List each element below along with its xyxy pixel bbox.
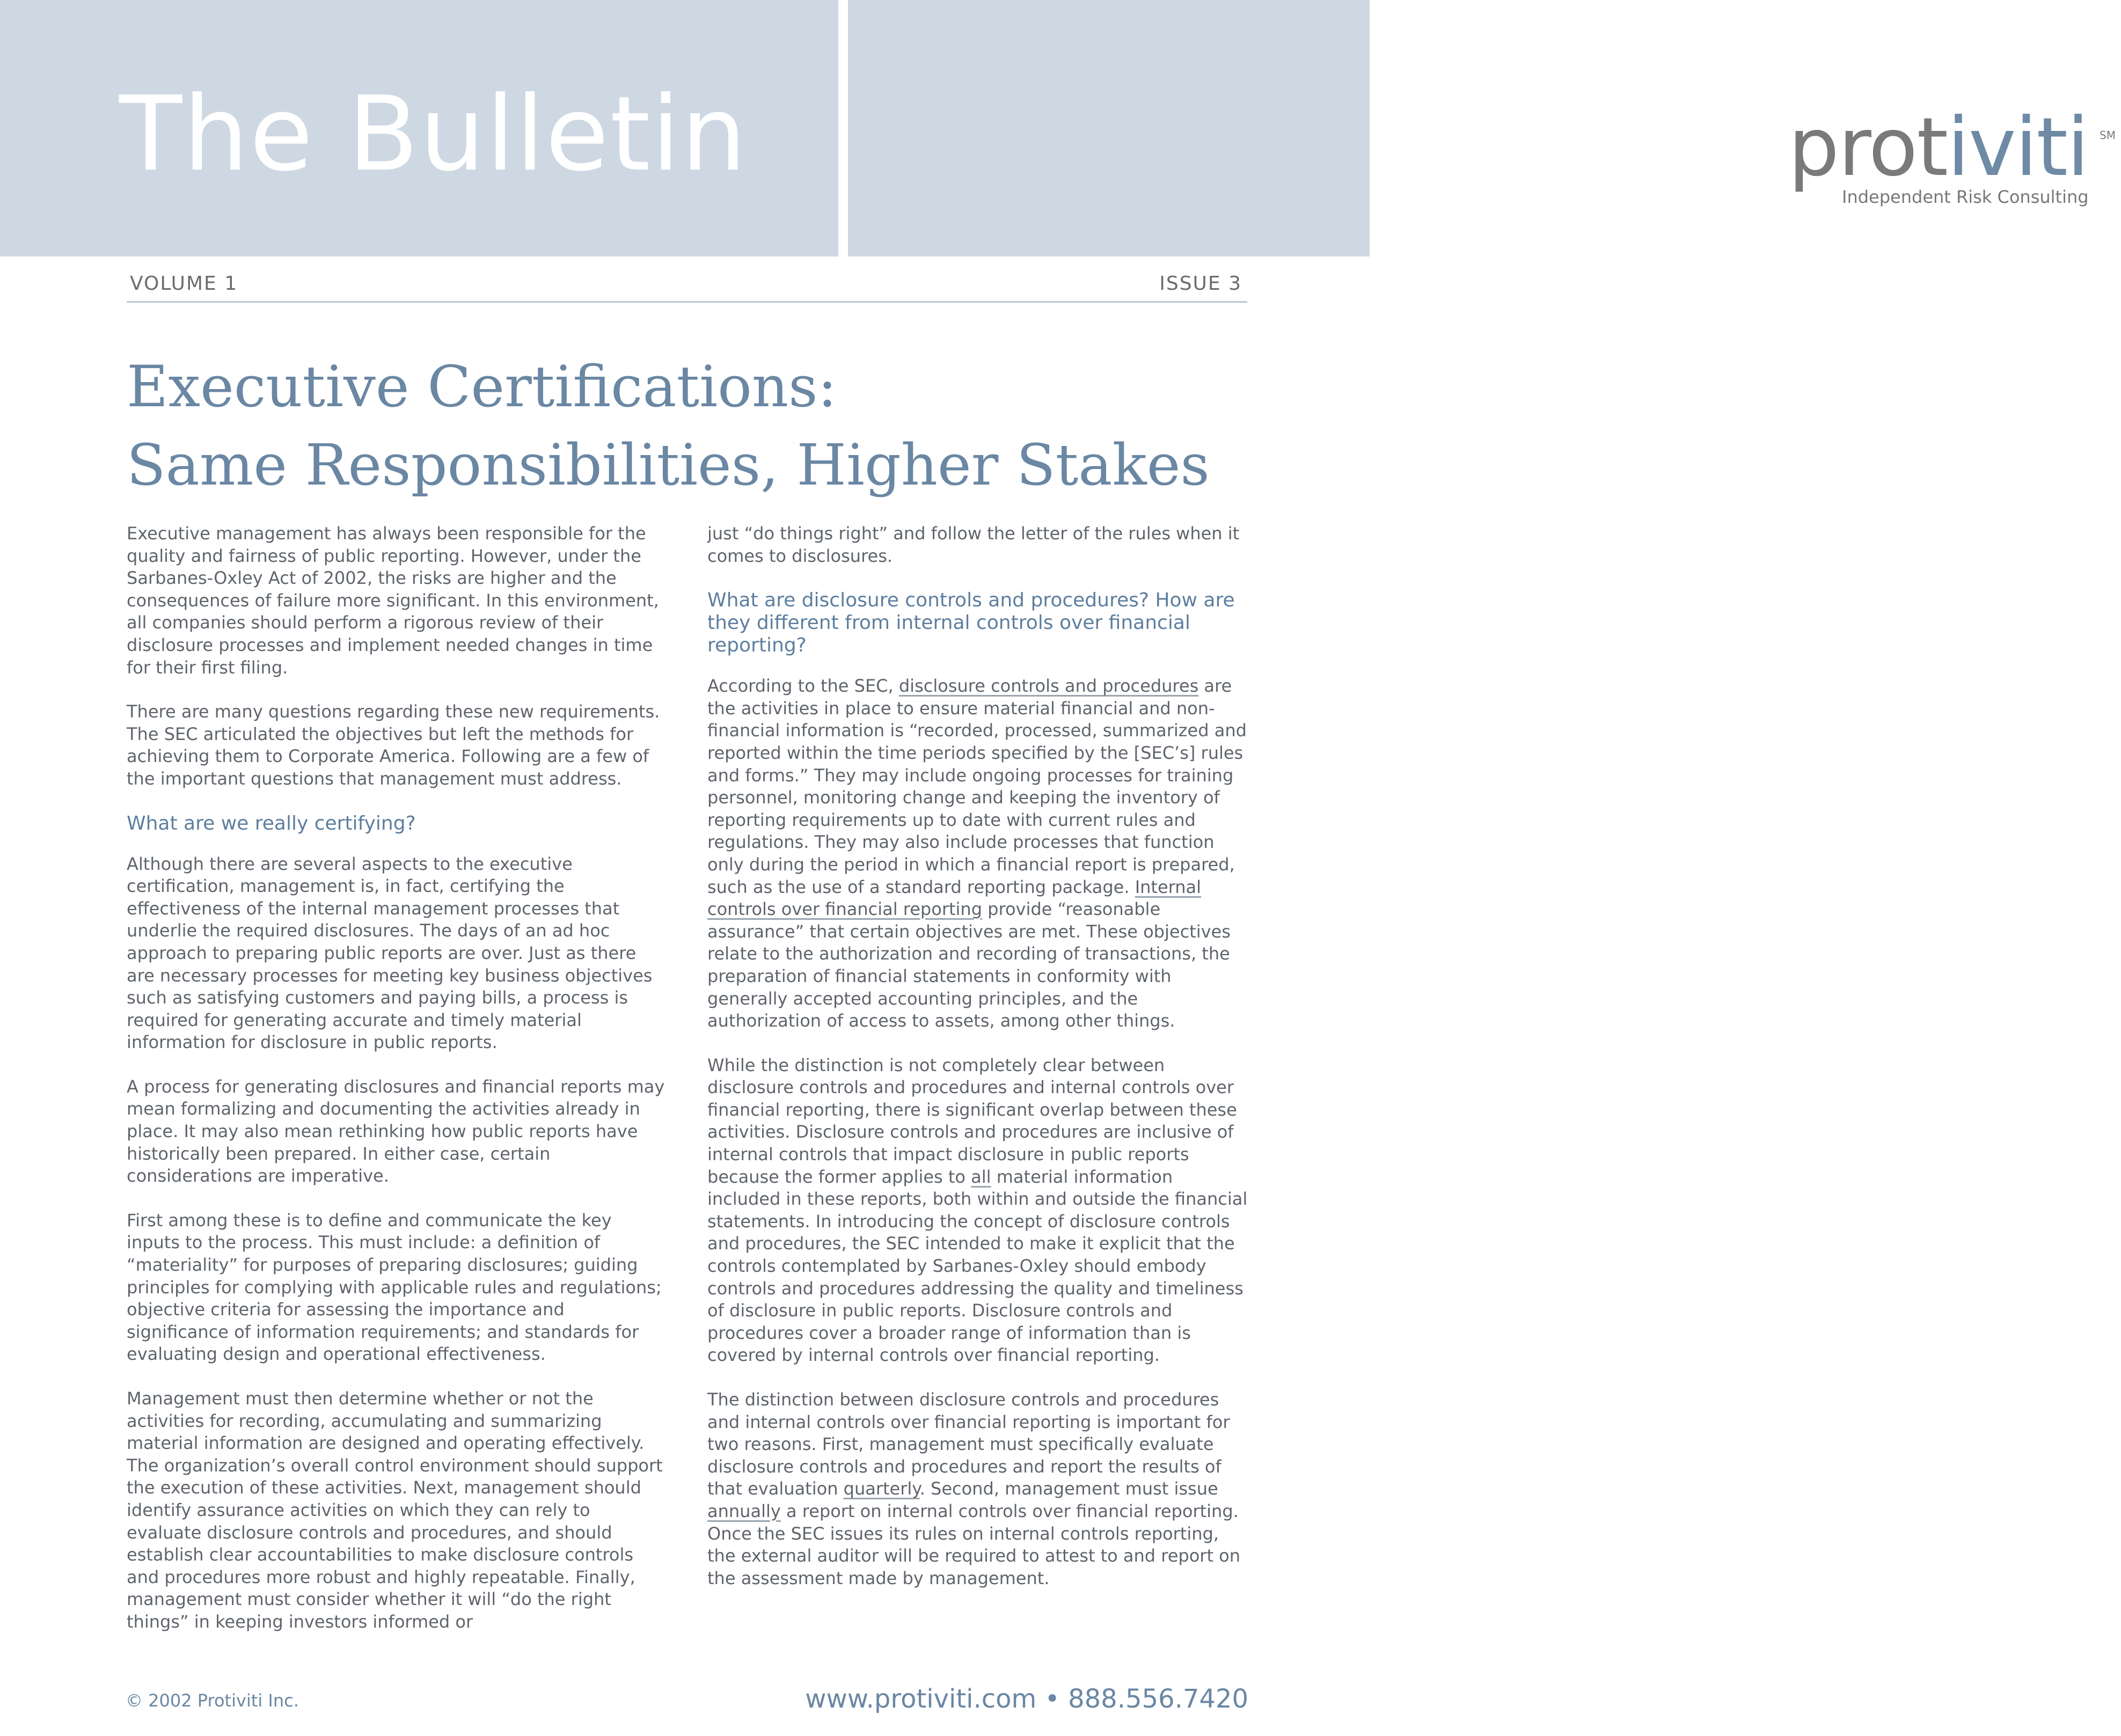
paragraph <box>707 675 1249 1032</box>
logo-panel <box>848 0 2116 257</box>
logo-tagline: Independent Risk Consulting <box>1842 187 2089 207</box>
right-column <box>707 523 1249 1612</box>
paragraph: Management must then determine whether or not the activities for recording, accumulating and summarizing material information are designed and operating effectively. The organization’s overall control environment should support the execution of these activities. Next, management should identify assurance activities on which they can rely to evaluate disclosure controls and procedures, and should establish clear accountabilities to make disclosure controls and procedures more robust and highly repeatable. Finally, management must consider whether it will “do the right things” in keeping investors informed or <box>127 1388 663 1632</box>
underlined-term: quarterly <box>843 1478 920 1499</box>
text-run: material information included in these reports, both within and outside the financial statements. In introducing the concept of disclosure controls and procedures, the SEC intended to make it explicit that the controls contemplated by Sarbanes-Oxley should embody controls and procedures addressing the quality and timeliness of disclosure in public reports. Disclosure controls and procedures cover a broader range of information than is covered by internal controls over financial reporting. <box>707 1166 1248 1366</box>
paragraph: There are many questions regarding these new requirements. The SEC articulated the objectives but left the methods for achieving them to Corporate America. Following are a few of the important questions that management must address. <box>127 701 660 789</box>
text-run: According to the SEC, <box>707 676 899 697</box>
paragraph: Although there are several aspects to the executive certification, management is, in fact, certifying the effectiveness of the internal management processes that underlie the required disclosures. The days of an ad hoc approach to preparing public reports are over. Just as there are necessary processes for meeting key business objectives such as satisfying customers and paying bills, a process is required for generating accurate and timely material information for disclosure in public reports. <box>127 853 653 1053</box>
section-heading: What are disclosure controls and procedures? How are they different from internal controls over financial reporting? <box>707 589 1235 657</box>
issue-label: ISSUE 3 <box>1159 273 1242 295</box>
underlined-term: Internal controls over financial reporting <box>707 876 1202 920</box>
underlined-term: annually <box>707 1500 781 1521</box>
section-heading: What are we really certifying? <box>127 812 416 834</box>
footer-contact: www.protiviti.com • 888.556.7420 <box>805 1684 1248 1714</box>
left-column <box>127 523 669 1656</box>
text-run: The distinction between disclosure controls and procedures and internal controls over financial reporting is important for two reasons. First, management must specifically evaluate disclosure controls and procedures and report the results of that evaluation <box>707 1389 1230 1499</box>
text-run: While the distinction is not completely clear between disclosure controls and procedures and internal controls over financial reporting, there is significant overlap between these activities. Disclosure controls and procedures are inclusive of internal controls that impact disclosure in public reports because the former applies to <box>707 1054 1237 1187</box>
text-run: . Second, management must issue <box>919 1478 1218 1499</box>
headline-line-1: Executive Certifications: <box>127 354 837 420</box>
issue-bar <box>127 269 1247 303</box>
masthead-panel <box>0 0 838 257</box>
text-run: provide “reasonable assurance” that certain objectives are met. These objectives relate to the authorization and recording of transactions, the preparation of financial statements in conformity with generally accepted accounting principles, and the authorization of access to assets, among other things. <box>707 899 1231 1031</box>
paragraph: A process for generating disclosures and financial reports may mean formalizing and documenting the activities already in place. It may also mean rethinking how public reports have historically been prepared. In either case, certain considerations are imperative. <box>127 1076 665 1186</box>
paragraph: just “do things right” and follow the letter of the rules when it comes to disclosures. <box>707 523 1240 566</box>
volume-label: VOLUME 1 <box>130 273 238 295</box>
paragraph <box>707 1054 1249 1367</box>
underlined-term: all <box>971 1166 991 1187</box>
headline-line-2: Same Responsibilities, Higher Stakes <box>127 432 1210 498</box>
masthead-title: The Bulletin <box>119 75 748 194</box>
paragraph: Executive management has always been responsible for the quality and fairness of public reporting. However, under the Sarbanes-Oxley Act of 2002, the risks are higher and the consequences of failure more significant. In this environment, all companies should perform a rigorous review of their disclosure processes and implement needed changes in time for their first filing. <box>127 523 659 678</box>
logo-service-mark: SM <box>2100 129 2116 142</box>
underlined-term: disclosure controls and procedures <box>898 676 1199 697</box>
text-run: a report on internal controls over financial reporting. Once the SEC issues its rules on internal controls reporting, the external auditor will be required to attest to and report on the assessment made by management. <box>707 1500 1241 1588</box>
paragraph: First among these is to define and communicate the key inputs to the process. This must include: a definition of “materiality” for purposes of preparing disclosures; guiding principles for complying with applicable rules and regulations; objective criteria for assessing the importance and significance of information requirements; and standards for evaluating design and operational effectiveness. <box>127 1210 662 1365</box>
article-headline <box>127 348 1254 504</box>
logo-word-head: prot <box>1788 101 1948 194</box>
protiviti-logo <box>1788 101 2121 215</box>
paragraph <box>707 1389 1249 1589</box>
logo-wordmark <box>1788 101 2088 194</box>
logo-word-tail: iviti <box>1947 101 2088 194</box>
footer-copyright: © 2002 Protiviti Inc. <box>126 1690 299 1711</box>
text-run: are the activities in place to ensure material financial and non-financial information is “recorded, processed, summarized and reported within the time periods specified by the [SEC’s] rules and forms.” They may include ongoing processes for training personnel, monitoring change and keeping the inventory of reporting requirements up to date with current rules and regulations. They may also include processes that function only during the period in which a financial report is prepared, such as the use of a standard reporting package. <box>707 676 1247 897</box>
